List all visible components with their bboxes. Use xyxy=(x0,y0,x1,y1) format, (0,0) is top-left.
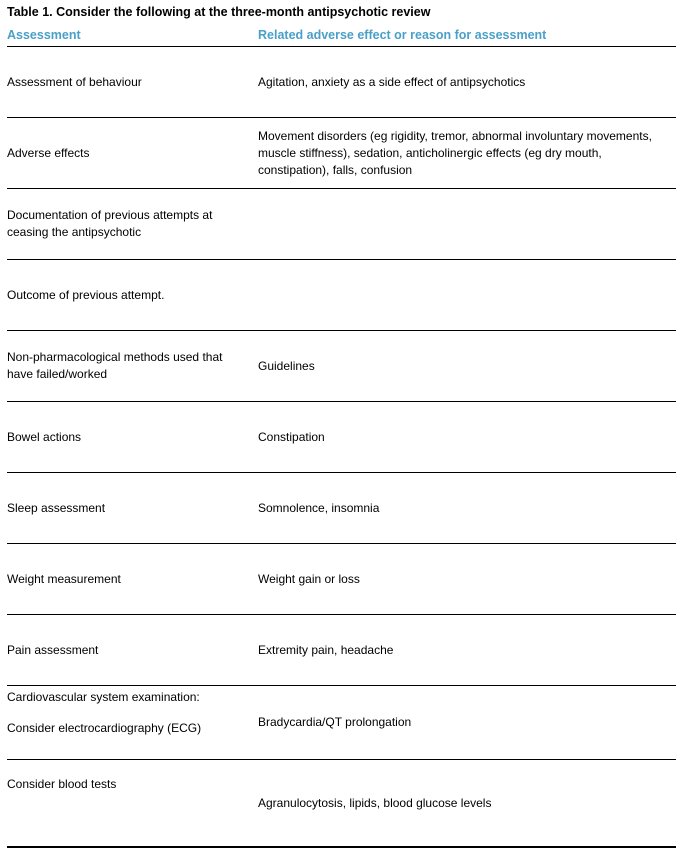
assessment-cell xyxy=(7,260,258,331)
assessment-text: Documentation of previous attempts at ceasing the antipsychotic xyxy=(7,208,213,239)
effect-cell: Agitation, anxiety as a side effect of antipsychotics xyxy=(258,47,676,118)
table-row xyxy=(7,544,676,615)
assessment-cell xyxy=(7,473,258,544)
assessment-cell xyxy=(7,760,258,848)
assessment-cell xyxy=(7,47,258,118)
table-row xyxy=(7,686,676,760)
assessment-cell xyxy=(7,544,258,615)
assessment-text: Weight measurement xyxy=(7,571,121,586)
assessment-cell xyxy=(7,615,258,686)
table-row xyxy=(7,760,676,848)
effect-cell: Extremity pain, headache xyxy=(258,615,676,686)
column-header-assessment: Assessment xyxy=(7,28,258,47)
assessment-text: Consider electrocardiography (ECG) xyxy=(7,721,202,735)
table-title: Table 1. Consider the following at the three-month antipsychotic review xyxy=(7,5,431,19)
effect-cell: Bradycardia/QT prolongation xyxy=(258,686,676,760)
antipsychotic-review-table xyxy=(7,28,676,848)
table-row xyxy=(7,473,676,544)
table-row xyxy=(7,189,676,260)
table-row xyxy=(7,47,676,118)
assessment-text: Assessment of behaviour xyxy=(7,74,142,89)
table-row xyxy=(7,615,676,686)
table-row xyxy=(7,402,676,473)
assessment-cell xyxy=(7,331,258,402)
effect-cell: Guidelines xyxy=(258,331,676,402)
assessment-text: Adverse effects xyxy=(7,145,90,160)
assessment-text: Pain assessment xyxy=(7,642,99,657)
table-row xyxy=(7,331,676,402)
assessment-cell xyxy=(7,402,258,473)
assessment-text: Sleep assessment xyxy=(7,500,106,515)
effect-cell xyxy=(258,189,676,260)
assessment-cell xyxy=(7,189,258,260)
effect-cell: Movement disorders (eg rigidity, tremor, abnormal involuntary movements, muscle stiffness), sedation, anticholinergic effects (eg dry mouth, constipation), falls, confusion xyxy=(258,118,676,189)
effect-cell: Weight gain or loss xyxy=(258,544,676,615)
assessment-text: Bowel actions xyxy=(7,429,82,444)
column-header-related-effect: Related adverse effect or reason for assessment xyxy=(258,28,676,47)
assessment-cell xyxy=(7,118,258,189)
assessment-text: Cardiovascular system examination: xyxy=(7,690,200,704)
assessment-cell xyxy=(7,686,258,760)
effect-cell: Somnolence, insomnia xyxy=(258,473,676,544)
assessment-text: Consider blood tests xyxy=(7,777,117,791)
effect-cell: Agranulocytosis, lipids, blood glucose levels xyxy=(258,760,676,848)
effect-cell: Constipation xyxy=(258,402,676,473)
table-row xyxy=(7,260,676,331)
assessment-text: Outcome of previous attempt. xyxy=(7,287,165,302)
effect-cell xyxy=(258,260,676,331)
table-row xyxy=(7,118,676,189)
assessment-text: Non-pharmacological methods used that have failed/worked xyxy=(7,350,223,381)
header-row xyxy=(7,28,676,47)
